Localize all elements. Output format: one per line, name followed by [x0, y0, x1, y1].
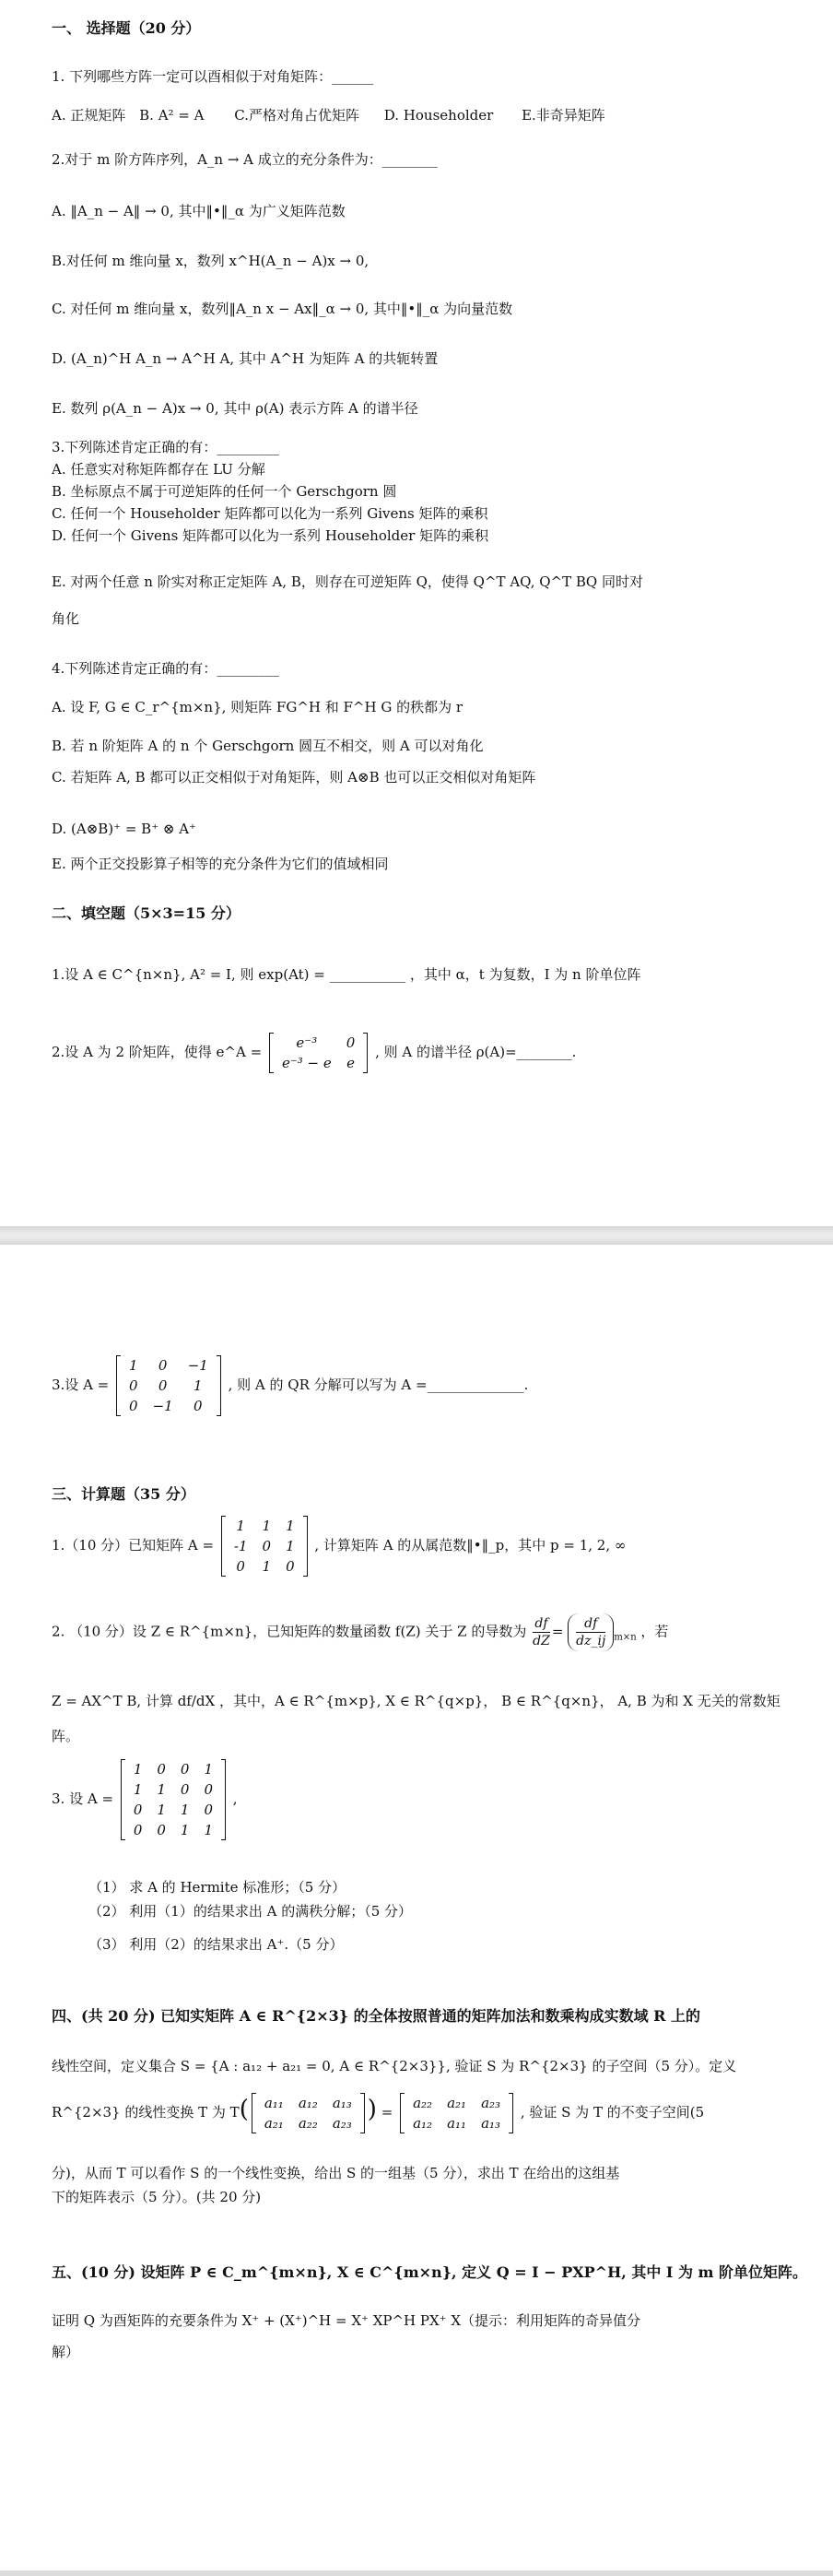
matrix-cell: 1 — [157, 1781, 166, 1798]
matrix-cell: 0 — [158, 1377, 168, 1394]
exam-page-2 — [0, 1245, 833, 2572]
matrix-cell: 0 — [180, 1761, 190, 1778]
q1-option-b: B. A² = A — [139, 107, 205, 124]
matrix-cell: 1 — [236, 1518, 245, 1534]
q1-option-c: C.严格对角占优矩阵 — [234, 107, 359, 124]
s4-matrix-1 — [252, 2093, 365, 2133]
fraction-denominator: dz_ij — [576, 1634, 606, 1648]
s5-line3: 解） — [52, 2344, 80, 2360]
q1-option-e: E.非奇异矩阵 — [522, 107, 605, 124]
q4-option-e: E. 两个正交投影算子相等的充分条件为它们的值域相同 — [52, 856, 389, 872]
matrix-cell: 1 — [262, 1558, 272, 1575]
matrix-cell: 1 — [193, 1377, 203, 1394]
section-3-title: 三、计算题（35 分） — [52, 1485, 195, 1503]
matrix-cell: 0 — [346, 1034, 356, 1051]
page-separator — [0, 1226, 833, 1245]
fraction-numerator: df — [533, 1615, 550, 1633]
calc-q1-matrix — [221, 1516, 308, 1577]
q2-option-b: B.对任何 m 维向量 x，数列 x^H(A_n − A)x → 0, — [52, 253, 370, 269]
fill-q2 — [52, 1033, 796, 1073]
calc-q2-line2: Z = AX^T B, 计算 df/dX ，其中，A ∈ R^{m×p}, X ∈ R^{q×p}， B ∈ R^{q×n}， A, B 为和 X 无关的常数矩 — [52, 1693, 780, 1709]
calc-q2-line3: 阵。 — [52, 1728, 80, 1744]
s4-line3-pre: R^{2×3} 的线性变换 T 为 T — [52, 2104, 240, 2121]
s5-line1 — [52, 2263, 808, 2283]
fraction-numerator: df — [576, 1615, 605, 1633]
fill-q2-post: , 则 A 的谱半径 ρ(A)=________. — [375, 1044, 577, 1060]
s4-line2: 线性空间，定义集合 S = {A : a₁₂ + a₂₁ = 0, A ∈ R^{2×3}}, 验证 S 为 R^{2×3} 的子空间（5 分）。定义 — [52, 2058, 737, 2074]
calc-q2-pre: 2. （10 分）设 Z ∈ R^{m×n}，已知矩阵的数量函数 f(Z) 关于 Z 的导数为 — [52, 1623, 527, 1640]
matrix-cell: a₁₂ — [298, 2095, 318, 2111]
matrix-cell: -1 — [233, 1538, 248, 1554]
matrix-cell: a₁₃ — [332, 2095, 352, 2111]
fraction-denominator: dZ — [533, 1634, 550, 1648]
exam-page-1 — [0, 0, 833, 1226]
matrix-cell: 0 — [133, 1802, 143, 1818]
q2-option-d: D. (A_n)^H A_n → A^H A, 其中 A^H 为矩阵 A 的共轭转置 — [52, 350, 439, 367]
matrix-cell: 0 — [129, 1377, 138, 1394]
q3-option-e: E. 对两个任意 n 阶实对称正定矩阵 A, B，则存在可逆矩阵 Q，使得 Q^T AQ, Q^T BQ 同时对 — [52, 573, 643, 590]
matrix-cell: a₁₁ — [447, 2115, 467, 2132]
q3-option-d: D. 任何一个 Givens 矩阵都可以化为一系列 Householder 矩阵的乘积 — [52, 527, 489, 544]
calc-q1 — [52, 1516, 796, 1577]
calc-q1-pre: 1.（10 分）已知矩阵 A = — [52, 1537, 215, 1554]
matrix-cell: 0 — [157, 1761, 166, 1778]
matrix-cell: a₁₃ — [481, 2115, 501, 2132]
matrix-cell: e⁻³ — [296, 1034, 318, 1051]
q4-stem: 4.下列陈述肯定正确的有：_________ — [52, 660, 279, 677]
matrix-cell: 1 — [133, 1781, 143, 1798]
fill-q3-pre: 3.设 A = — [52, 1377, 110, 1393]
q3-stem: 3.下列陈述肯定正确的有：_________ — [52, 439, 279, 455]
matrix-cell: e⁻³ − e — [281, 1055, 332, 1071]
matrix-cell: 1 — [133, 1761, 143, 1778]
calc-q3-item-2: （2） 利用（1）的结果求出 A 的满秩分解；（5 分） — [88, 1903, 413, 1920]
section-1-title: 一、 选择题（20 分） — [52, 19, 201, 37]
q2-stem: 2.对于 m 阶方阵序列，A_n → A 成立的充分条件为：________ — [52, 151, 438, 168]
matrix-cell: 1 — [286, 1518, 295, 1534]
q1-option-a: A. 正规矩阵 — [52, 107, 126, 124]
calc-q3-item-1: （1） 求 A 的 Hermite 标准形；（5 分） — [88, 1879, 346, 1896]
q1-options — [52, 105, 796, 125]
q2-option-a: A. ‖A_n − A‖ → 0, 其中‖•‖_α 为广义矩阵范数 — [52, 203, 346, 219]
s4-line5: 下的矩阵表示（5 分）。(共 20 分) — [52, 2189, 262, 2205]
calc-q2-line1: 2. （10 分）设 Z ∈ R^{m×n}，已知矩阵的数量函数 f(Z) 关于 Z 的导数为 $\frac{df}{dZ}$ = $\frac{df}{dz\_ij}$ $_{m\times n}$ ，若 — [52, 1613, 796, 1651]
calc-q3-item-3: （3） 利用（2）的结果求出 A⁺.（5 分） — [88, 1936, 344, 1953]
matrix-size-subscript: m×n — [614, 1632, 637, 1643]
fill-q3-post: , 则 A 的 QR 分解可以写为 A =______________. — [228, 1377, 529, 1393]
matrix-cell: 0 — [129, 1398, 138, 1414]
matrix-cell: 0 — [180, 1781, 190, 1798]
matrix-cell: 1 — [204, 1761, 213, 1778]
matrix-cell: 0 — [193, 1398, 203, 1414]
derivative-matrix — [568, 1613, 614, 1651]
matrix-cell: 1 — [180, 1802, 190, 1818]
calc-q3-post: , — [232, 1790, 238, 1807]
s4-line3: R^{2×3} 的线性变换 T 为 T( a₁₁ a₁₂ a₁₃ a₂₁ a₂₂ a₂₃ ) = a₂₂ a₂₁ a₂₃ a₁₂ a₁₁ a₁₃ , 验证 S 为 T 的不变子空间(5 — [52, 2095, 705, 2132]
matrix-cell: 0 — [204, 1802, 213, 1818]
s4-line1 — [52, 2006, 796, 2027]
matrix-cell: 1 — [204, 1822, 213, 1838]
matrix-cell: 1 — [129, 1357, 138, 1374]
matrix-cell: 0 — [236, 1558, 245, 1575]
matrix-cell: a₂₃ — [332, 2115, 352, 2132]
calc-q2-post: ，若 — [640, 1623, 669, 1640]
matrix-cell: a₁₁ — [264, 2095, 284, 2111]
fill-q3-matrix — [116, 1355, 221, 1416]
matrix-cell: 0 — [204, 1781, 213, 1798]
s4-matrix-2 — [400, 2093, 513, 2133]
matrix-cell: 1 — [180, 1822, 190, 1838]
s4-line1-text: 四、(共 20 分) 已知实矩阵 A ∈ R^{2×3} 的全体按照普通的矩阵加法和数乘构成实数域 R 上的 — [52, 2007, 701, 2025]
q2-option-e: E. 数列 ρ(A_n − A)x → 0, 其中 ρ(A) 表示方阵 A 的谱半径 — [52, 400, 418, 417]
page-separator — [0, 2570, 833, 2576]
calc-q3 — [52, 1759, 796, 1840]
q1-stem: 1. 下列哪些方阵一定可以酉相似于对角矩阵：______ — [52, 68, 374, 85]
calc-q1-post: , 计算矩阵 A 的从属范数‖•‖_p，其中 p = 1, 2, ∞ — [314, 1537, 627, 1554]
matrix-cell: 1 — [286, 1538, 295, 1554]
derivative-fraction — [533, 1615, 550, 1649]
q2-option-c: C. 对任何 m 维向量 x，数列‖A_n x − Ax‖_α → 0, 其中‖•‖_α 为向量范数 — [52, 301, 513, 317]
inner-fraction — [576, 1615, 605, 1649]
q3-option-b: B. 坐标原点不属于可逆矩阵的任何一个 Gerschgorn 圆 — [52, 483, 397, 500]
section-2-title: 二、填空题（5×3=15 分） — [52, 904, 241, 922]
matrix-cell: 0 — [262, 1538, 272, 1554]
q3-option-c: C. 任何一个 Householder 矩阵都可以化为一系列 Givens 矩阵的乘积 — [52, 505, 488, 522]
matrix-cell: a₂₃ — [481, 2095, 501, 2111]
matrix-cell: −1 — [187, 1357, 208, 1374]
fill-q3 — [52, 1355, 796, 1416]
q1-option-d: D. Householder — [383, 107, 494, 124]
matrix-cell: a₂₂ — [413, 2095, 433, 2111]
fill-q2-pre: 2.设 A 为 2 阶矩阵，使得 e^A = — [52, 1044, 263, 1060]
s4-line3-post: , 验证 S 为 T 的不变子空间(5 — [520, 2104, 705, 2121]
s4-line3-mid: = — [381, 2104, 393, 2121]
matrix-cell: 0 — [158, 1357, 168, 1374]
matrix-cell: 1 — [262, 1518, 272, 1534]
s4-line4: 分)，从而 T 可以看作 S 的一个线性变换，给出 S 的一组基（5 分），求出 T 在给出的这组基 — [52, 2165, 620, 2181]
matrix-cell: e — [346, 1055, 355, 1071]
matrix-cell: a₂₁ — [447, 2095, 467, 2111]
matrix-cell: 0 — [157, 1822, 166, 1838]
q3-option-a: A. 任意实对称矩阵都存在 LU 分解 — [52, 461, 265, 478]
q4-option-a: A. 设 F, G ∈ C_r^{m×n}, 则矩阵 FG^H 和 F^H G 的秩都为 r — [52, 699, 463, 715]
fill-q1: 1.设 A ∈ C^{n×n}, A² = I, 则 exp(At) = ___________ ，其中 α，t 为复数，I 为 n 阶单位阵 — [52, 966, 641, 983]
q4-option-c: C. 若矩阵 A, B 都可以正交相似于对角矩阵，则 A⊗B 也可以正交相似对角矩阵 — [52, 769, 536, 786]
calc-q3-pre: 3. 设 A = — [52, 1790, 114, 1807]
fill-q2-matrix — [269, 1033, 368, 1073]
q4-option-d: D. (A⊗B)⁺ = B⁺ ⊗ A⁺ — [52, 821, 196, 837]
matrix-cell: −1 — [152, 1398, 173, 1414]
s5-line1-text: 五、(10 分) 设矩阵 P ∈ C_m^{m×n}, X ∈ C^{m×n}, 定义 Q = I − PXP^H, 其中 I 为 m 阶单位矩阵。 — [52, 2263, 808, 2281]
matrix-cell: a₂₁ — [264, 2115, 284, 2132]
q4-option-b: B. 若 n 阶矩阵 A 的 n 个 Gerschgorn 圆互不相交，则 A 可以对角化 — [52, 738, 484, 754]
matrix-cell: a₂₂ — [298, 2115, 318, 2132]
q3-option-e-cont: 角化 — [52, 610, 80, 627]
calc-q3-matrix — [121, 1759, 226, 1840]
matrix-cell: 0 — [133, 1822, 143, 1838]
matrix-cell: a₁₂ — [413, 2115, 433, 2132]
s5-line2: 证明 Q 为酉矩阵的充要条件为 X⁺ + (X⁺)^H = X⁺ XP^H PX⁺ X（提示：利用矩阵的奇异值分 — [52, 2312, 641, 2329]
matrix-cell: 1 — [157, 1802, 166, 1818]
matrix-cell: 0 — [286, 1558, 295, 1575]
